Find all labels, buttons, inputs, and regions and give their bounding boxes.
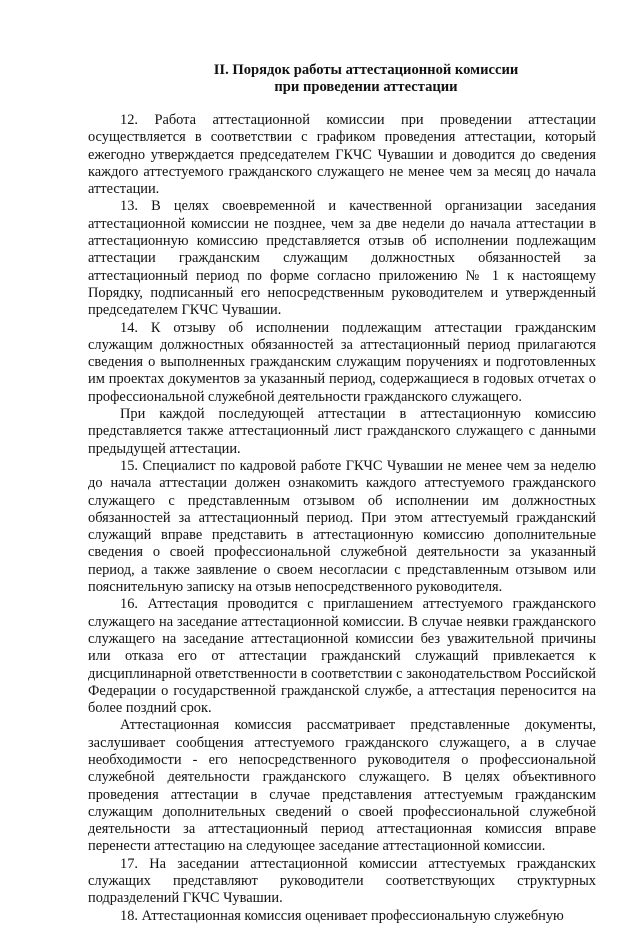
paragraph-12: 12. Работа аттестационной комиссии при проведении аттестации осуществляется в соответствии с графиком проведения аттестации, который ежегодно утверждается председателем ГКЧС Чувашии и доводится до сведения каждого аттестуемого гражданского служащего не менее чем за месяц до начала аттестации. [88, 112, 596, 198]
paragraph-14-continued: При каждой последующей аттестации в аттестационную комиссию представляется также аттестационный лист гражданского служащего с данными предыдущей аттестации. [88, 406, 596, 457]
section-title-line-1: II. Порядок работы аттестационной комиссии [213, 62, 519, 78]
paragraph-14: 14. К отзыву об исполнении подлежащим аттестации гражданским служащим должностных обязанностей за аттестационный период прилагаются сведения о выполненных гражданским служащим поручениях и подготовленных им проектах документов за указанный период, содержащиеся в годовых отчетах о профессиональной служебной деятельности гражданского служащего. [88, 319, 596, 405]
paragraph-16: 16. Аттестация проводится с приглашением аттестуемого гражданского служащего на заседание аттестационной комиссии. В случае неявки гражданского служащего на заседание аттестационной комиссии без уважительной причины или отказа его от аттестации гражданский служащий привлекается к дисциплинарной ответственности в соответствии с законодательством Российской Федерации о государственной гражданской службе, а аттестация переносится на более поздний срок. [88, 596, 596, 717]
document-body [88, 112, 596, 925]
section-title-line-2: при проведении аттестации [274, 79, 458, 95]
paragraph-16-continued: Аттестационная комиссия рассматривает представленные документы, заслушивает сообщения аттестуемого гражданского служащего, а в случае необходимости - его непосредственного руководителя о профессиональной служебной деятельности гражданского служащего. В целях объективного проведения аттестации в случае представления аттестуемым гражданским служащим дополнительных сведений о своей профессиональной служебной деятельности за аттестационный период аттестационная комиссия вправе перенести аттестацию на следующее заседание аттестационной комиссии. [88, 717, 596, 855]
paragraph-15: 15. Специалист по кадровой работе ГКЧС Чувашии не менее чем за неделю до начала аттестации должен ознакомить каждого аттестуемого гражданского служащего с представленным отзывом об исполнении им должностных обязанностей за аттестационный период. При этом аттестуемый гражданский служащий вправе представить в аттестационную комиссию дополнительные сведения о своей профессиональной служебной деятельности за указанный период, а также заявление о своем несогласии с представленным отзывом или пояснительную записку на отзыв непосредственного руководителя. [88, 457, 596, 596]
paragraph-13: 13. В целях своевременной и качественной организации заседания аттестационной комиссии не позднее, чем за две недели до начала аттестации в аттестационную комиссию представляется отзыв об исполнении подлежащим аттестации гражданским служащим должностных обязанностей за аттестационный период по форме согласно приложению № 1 к настоящему Порядку, подписанный его непосредственным руководителем и утвержденный председателем ГКЧС Чувашии. [88, 198, 596, 319]
paragraph-17: 17. На заседании аттестационной комиссии аттестуемых гражданских служащих представляют руководители соответствующих структурных подразделений ГКЧС Чувашии. [88, 855, 596, 907]
paragraph-18: 18. Аттестационная комиссия оценивает профессиональную служебную [120, 907, 564, 924]
section-title [0, 62, 640, 96]
